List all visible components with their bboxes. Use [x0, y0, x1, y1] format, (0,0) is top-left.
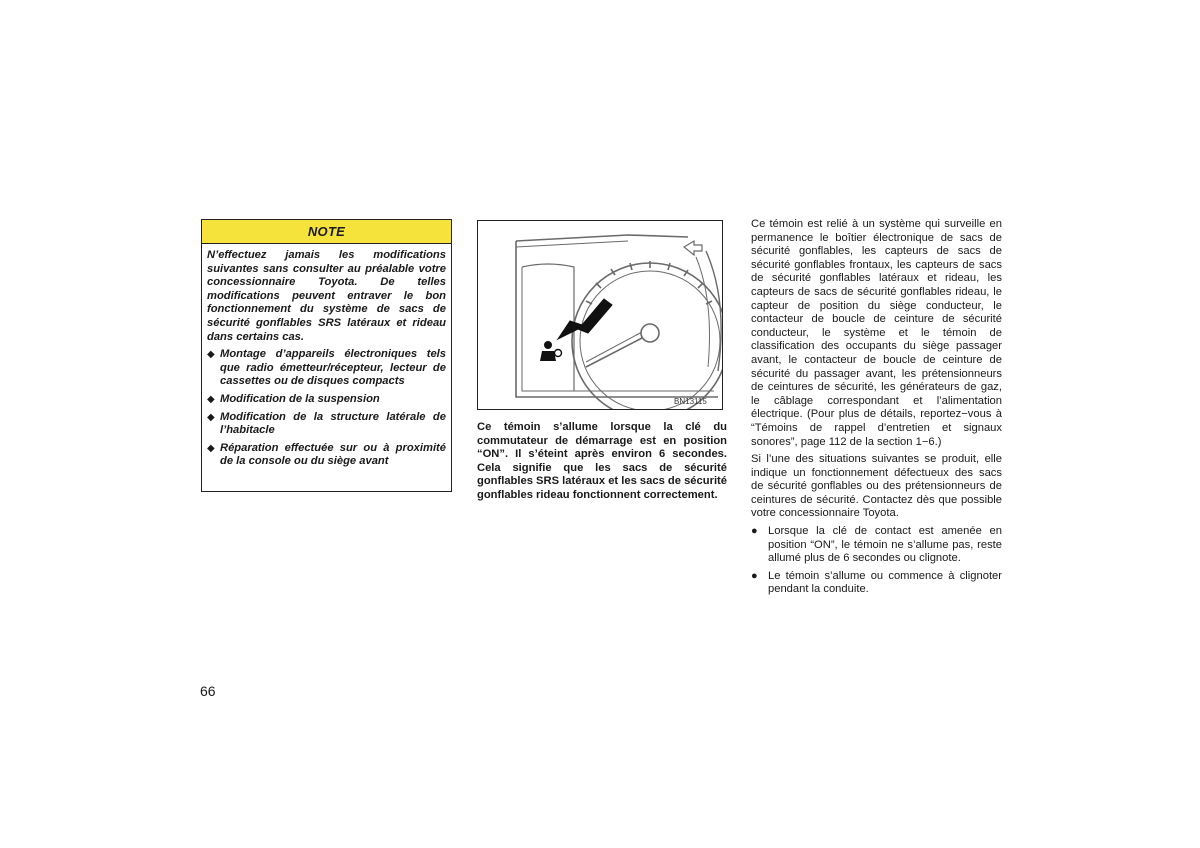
instrument-cluster-drawing	[478, 221, 722, 409]
diamond-bullet-icon: ◆	[207, 393, 215, 405]
list-item: ● Lorsque la clé de contact est amenée en position “ON”, le témoin ne s’allume pas, reste allumé plus de 6 secondes ou clignote.	[751, 525, 1002, 565]
list-item: ● Le témoin s’allume ou commence à clignoter pendant la conduite.	[751, 569, 1002, 596]
note-list-item: ◆ Réparation effectuée sur ou à proximité de la console ou du siège avant	[207, 441, 446, 468]
illustration-code: BN13115	[674, 397, 707, 406]
paragraph-malfunction: Si l’une des situations suivantes se produit, elle indique un fonctionnement défectueux des sacs de sécurité gonflables ou des prétensionneurs de ceintures de sécurité. Contactez dès que possible votre concessionnaire Toyota.	[751, 453, 1002, 520]
note-title: NOTE	[202, 220, 451, 244]
diamond-bullet-icon: ◆	[207, 349, 215, 361]
instrument-cluster-illustration	[477, 220, 723, 410]
diamond-bullet-icon: ◆	[207, 411, 215, 423]
dot-bullet-icon: ●	[751, 525, 758, 538]
illustration-caption: Ce témoin s’allume lorsque la clé du commutateur de démarrage est en position “ON”. Il s’éteint après environ 6 secondes. Cela signifie que les sacs de sécurité gonflables SRS latéraux et les sacs de sécurité gonflables rideau fonctionnent correctement.	[477, 421, 727, 501]
dot-bullet-icon: ●	[751, 569, 758, 582]
right-column	[751, 218, 1002, 601]
malfunction-list	[751, 525, 1002, 597]
note-list-item: ◆ Modification de la suspension	[207, 392, 380, 405]
page-number: 66	[200, 683, 216, 699]
note-list	[207, 348, 446, 469]
note-box	[201, 219, 452, 492]
note-body	[202, 244, 451, 469]
diamond-bullet-icon: ◆	[207, 442, 215, 454]
note-list-item: ◆ Montage d’appareils électroniques tels que radio émetteur/récepteur, lecteur de cassettes ou de disques compacts	[207, 348, 446, 388]
airbag-warning-icon	[540, 341, 562, 361]
note-intro: N’effectuez jamais les modifications suivantes sans consulter au préalable votre concessionnaire Toyota. De telles modifications peuvent entraver le bon fonctionnement du système de sacs de sécurité gonflables SRS latéraux et rideau dans certains cas.	[207, 249, 446, 343]
paragraph-system-description: Ce témoin est relié à un système qui surveille en permanence le boîtier électronique de sacs de sécurité gonflables, les capteurs de sacs de sécurité gonflables frontaux, les capteurs de sacs de sécurité gonflables latéraux et rideau, les capteurs de sacs de sécurité gonflables rideau, le capteur de position du siège conducteur, le contacteur de boucle de ceinture de sécurité conducteur, le système et le témoin de classification des occupants du siège passager avant, le contacteur de boucle de ceinture de sécurité du passager avant, les prétensionneurs de ceintures de sécurité, les générateurs de gaz, le câblage correspondant et l’alimentation électrique. (Pour plus de détails, reportez−vous à “Témoins de rappel d’entretien et signaux sonores”, page 112 de la section 1−6.)	[751, 218, 1002, 448]
note-list-item: ◆ Modification de la structure latérale de l’habitacle	[207, 410, 446, 437]
